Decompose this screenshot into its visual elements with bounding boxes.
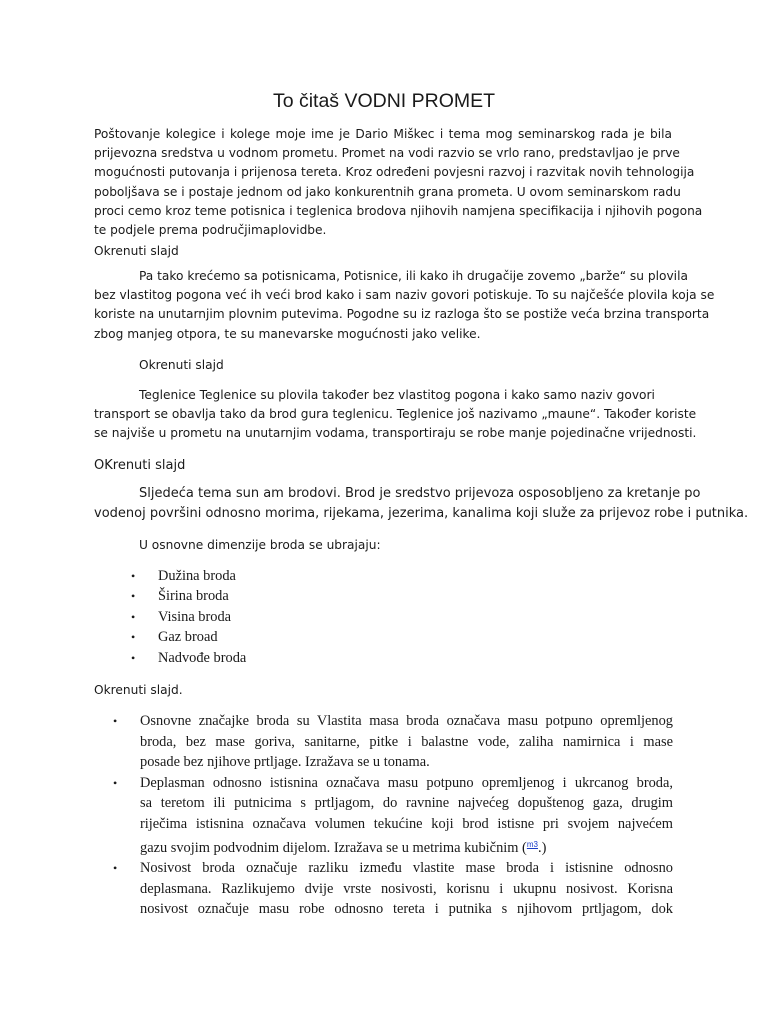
list-item: [131, 586, 246, 606]
list-item: [131, 648, 247, 668]
text-line: nosivost označuje masu robe odnosno tereta i putnika s njihovom prtljagom, dok: [140, 901, 673, 918]
text-line: posade bez njihove prtljage. Izražava se u tonama.: [140, 754, 430, 771]
text-line: se najviše u prometu na unutarnjim vodama, transportiraju se robe manje pojedinačne vrijednosti.: [94, 426, 697, 441]
bullet-icon: •: [131, 589, 136, 604]
text-line: riječima istisnina označava volumen tekućine koji brod istisne pri svojem najvećem: [140, 815, 673, 832]
bullet-icon: •: [131, 569, 136, 583]
slide-marker: OKrenuti slajd: [94, 458, 186, 473]
text-line: Poštovanje kolegice i kolege moje ime je Dario Miškec i tema mog seminarskog rada je bila: [94, 127, 672, 141]
text-line: Teglenice Teglenice su plovila također bez vlastitog pogona i kako samo naziv govori: [139, 388, 655, 402]
text-line: sa teretom ili putnicima s prtljagom, do ravnine najvećeg dopuštenog gaza, drugim: [140, 795, 673, 812]
text-line: zbog manjeg otpora, te su manevarske mogućnosti jako velike.: [94, 326, 481, 341]
slide-marker: Okrenuti slajd: [94, 244, 179, 258]
list-item-label: Visina broda: [158, 608, 232, 625]
bullet-icon: •: [131, 609, 136, 624]
list-item-label: Nadvođe broda: [158, 649, 247, 666]
text-segment: .): [537, 839, 547, 856]
bullet-icon: •: [113, 775, 118, 790]
teglenice-paragraph: [94, 386, 697, 444]
m3-reference-link[interactable]: m3: [526, 839, 538, 849]
text-line: prijevozna sredstva u vodnom prometu. Promet na vodi razvio se vrlo rano, predstavljao je prve: [94, 146, 680, 161]
text-line: koriste na unutarnjim plovnim putevima. Pogodne su iz razloga što se postiže veća brzina transporta: [94, 307, 710, 322]
text-line: deplasmana. Razlikujemo dvije vrste nosivosti, korisnu i ukupnu nosivost. Korisna: [140, 880, 673, 897]
text-line: Pa tako krećemo sa potisnicama, Potisnice, ili kako ih drugačije zovemo „barže“ su plovila: [139, 269, 688, 283]
slide-marker: Okrenuti slajd.: [94, 683, 183, 697]
list-item-label: Širina broda: [158, 588, 229, 605]
text-line: poboljšava se i postaje jednom od jako konkurentnih grana prometa. U ovom seminarskom radu: [94, 184, 681, 199]
text-line: bez vlastitog pogona već ih veći brod kako i sam naziv govori potiskuje. To su najčešće plovila koja se: [94, 288, 715, 303]
text-line: te podjele prema područjimaplovidbe.: [94, 223, 327, 238]
dimensions-list: [131, 566, 247, 668]
text-line: Nosivost broda označuje razliku između vlastite mase broda i istisnine odnosno: [140, 860, 673, 877]
list-item-label: Dužina broda: [158, 568, 236, 584]
bullet-icon: •: [113, 714, 118, 728]
text-line: Osnovne značajke broda su Vlastita masa broda označava masu potpuno opremljenog: [140, 713, 673, 729]
text-line: Sljedeća tema sun am brodovi. Brod je sredstvo prijevoza osposobljeno za kretanje po: [139, 486, 701, 501]
list-item: [113, 711, 673, 773]
document-title: To čitaš VODNI PROMET: [272, 90, 496, 112]
bullet-icon: •: [131, 650, 136, 665]
text-line: [140, 835, 673, 859]
list-item: [131, 627, 246, 647]
list-item: [131, 566, 246, 586]
list-item: [131, 607, 246, 627]
text-line: broda, bez mase goriva, sanitarne, pitke i balastne vode, zaliha namirnica i mase: [140, 733, 673, 750]
text-line: Deplasman odnosno istisnina označava masu potpuno opremljenog i ukrcanog broda,: [140, 774, 673, 791]
intro-paragraph: [94, 125, 703, 240]
list-item-label: Gaz broad: [158, 629, 218, 646]
dimensions-heading: U osnovne dimenzije broda se ubrajaju:: [139, 538, 381, 552]
list-item: [113, 858, 673, 920]
text-segment: gazu svojim podvodnim dijelom. Izražava se u metrima kubičnim (: [140, 839, 527, 856]
text-line: vodenoj površini odnosno morima, rijekama, jezerima, kanalima koji služe za prijevoz robe i putnika.: [94, 506, 749, 521]
slide-marker: Okrenuti slajd: [139, 358, 224, 372]
list-item: [113, 773, 673, 858]
brodovi-paragraph: [94, 484, 749, 524]
potisnice-paragraph: [94, 267, 715, 344]
bullet-icon: •: [131, 630, 136, 645]
text-line: transport se obavlja tako da brod gura teglenicu. Teglenice još nazivamo „maune“. Također koriste: [94, 407, 697, 422]
bullet-icon: •: [113, 861, 118, 876]
text-line: mogućnosti putovanja i prijenosa tereta. Kroz određeni povjesni razvoj i razvitak novih tehnologija: [94, 165, 695, 180]
characteristics-list: [113, 711, 673, 920]
text-line: proci cemo kroz teme potisnica i teglenica brodova njihovih namjena specifikacija i njihovih pogona: [94, 203, 703, 218]
